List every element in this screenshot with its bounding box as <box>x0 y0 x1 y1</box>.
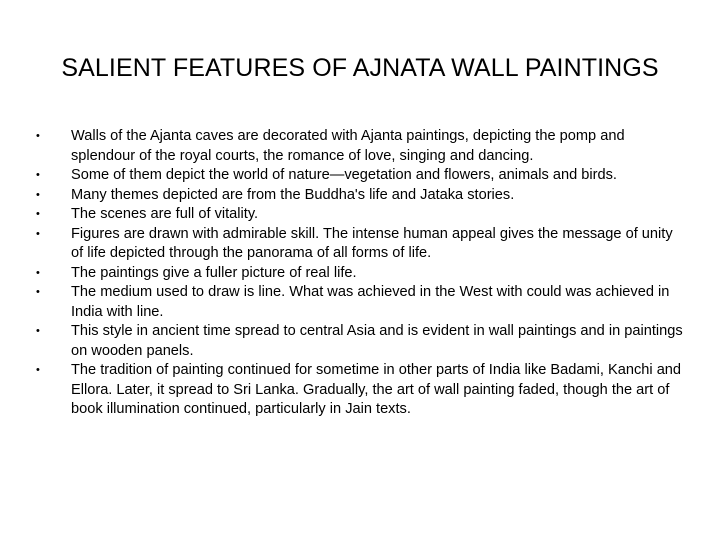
bullet-item <box>36 264 686 284</box>
bullet-icon: • <box>36 227 40 240</box>
bullet-icon: • <box>36 266 40 279</box>
bullet-text: The tradition of painting continued for sometime in other parts of India like Badami, Kanchi and Ellora. Later, it spread to Sri Lanka. Gradually, the art of wall painting faded, though the art of book illumination continued, particularly in Jain texts. <box>71 362 682 417</box>
bullet-item <box>36 127 686 166</box>
bullet-text: The medium used to draw is line. What was achieved in the West with could was achieved in India with line. <box>71 284 670 320</box>
bullet-icon: • <box>36 286 40 298</box>
slide-title: SALIENT FEATURES OF AJNATA WALL PAINTINGS <box>61 54 659 82</box>
bullet-icon: • <box>36 169 40 181</box>
bullet-text: Some of them depict the world of nature—vegetation and flowers, animals and birds. <box>71 167 617 183</box>
bullet-item <box>36 186 686 206</box>
bullet-text: Walls of the Ajanta caves are decorated with Ajanta paintings, depicting the pomp and splendour of the royal courts, the romance of love, singing and dancing. <box>71 128 625 164</box>
bullet-item <box>36 166 686 186</box>
bullet-text: The paintings give a fuller picture of real life. <box>71 264 357 281</box>
bullet-text: This style in ancient time spread to central Asia and is evident in wall paintings and in paintings on wooden panels. <box>71 323 683 359</box>
bullet-item <box>36 322 686 361</box>
bullet-item <box>36 283 686 322</box>
bullet-item <box>36 225 686 264</box>
bullet-text: Figures are drawn with admirable skill. The intense human appeal gives the message of unity of life depicted through the panorama of all forms of life. <box>71 225 673 261</box>
bullet-list <box>36 127 686 420</box>
bullet-icon: • <box>36 208 40 220</box>
bullet-text: The scenes are full of vitality. <box>71 206 259 222</box>
bullet-icon: • <box>36 130 40 142</box>
bullet-item <box>36 361 686 420</box>
bullet-icon: • <box>36 188 40 201</box>
bullet-icon: • <box>36 364 40 376</box>
bullet-icon: • <box>36 325 40 337</box>
bullet-item <box>36 205 686 225</box>
bullet-text: Many themes depicted are from the Buddha's life and Jataka stories. <box>71 186 515 203</box>
